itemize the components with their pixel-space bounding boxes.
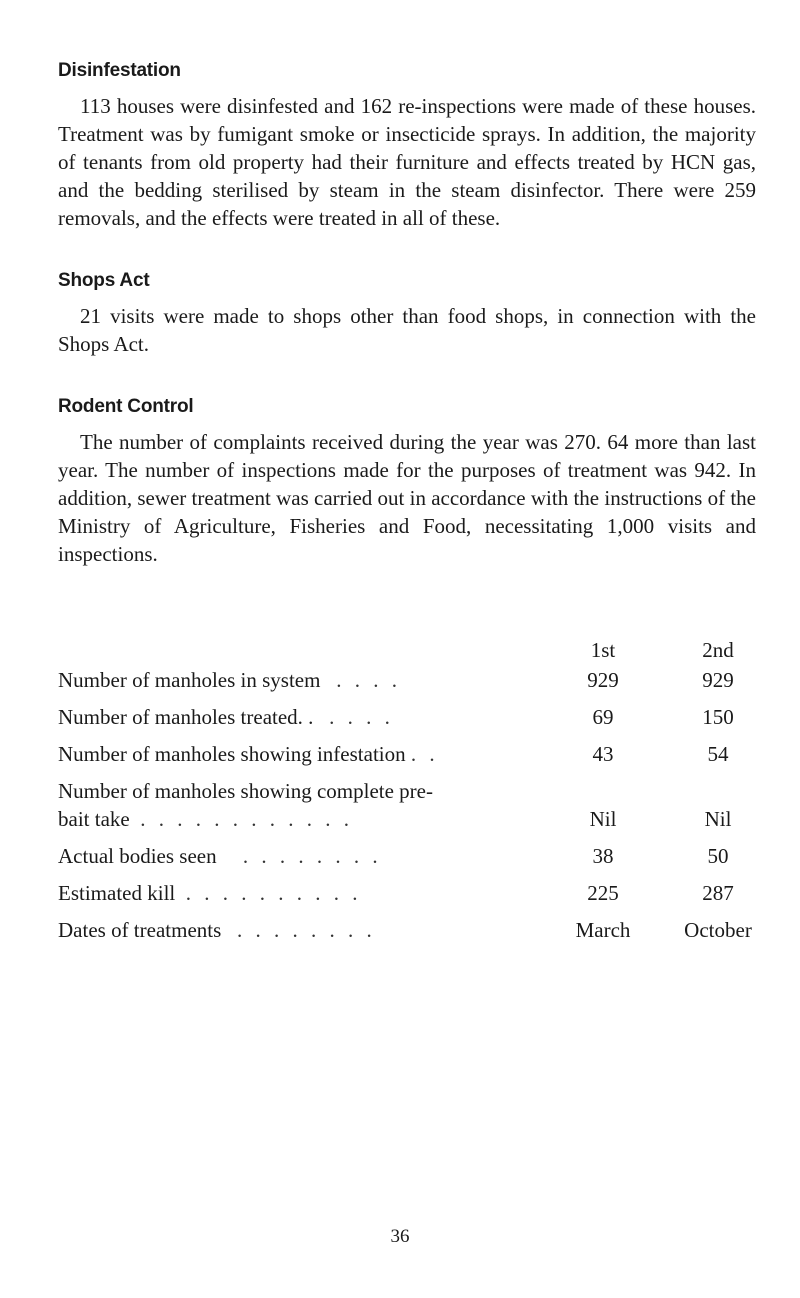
dot-leaders: . . . . [336,668,401,692]
second-value: 150 [702,705,734,729]
dot-leaders: . . . . . . . . [237,918,376,942]
header-second-label: 2nd [702,638,734,662]
dot-leaders: . . . . [329,705,394,729]
row-label: Number of manholes showing infestation [58,742,406,766]
rodent-control-table [58,638,758,955]
row-label: Number of manholes in system [58,668,321,692]
section-body: The number of complaints received during the year was 270. 64 more than last year. The number of inspections made for the purposes of treatment was 942. In addition, sewer treatment was carried out in accordance with the instructions of the Ministry of Agriculture, Fisheries and Food, necessitating 1,000 visits and inspections. [58,430,757,566]
page-number: 36 [390,1226,410,1247]
table-header-row [58,638,758,668]
table-row [58,705,758,742]
section-disinfestation [58,60,756,232]
section-heading: Shops Act [58,270,150,291]
dot-leaders: . . . . . . . . . . . . [140,807,353,831]
first-value: 225 [587,881,619,905]
row-label-continuation: bait take [58,807,130,831]
header-first-treatment: 1st [590,638,616,662]
row-label-cell [58,844,548,881]
section-shops-act [58,270,756,358]
row-label-cell [58,668,548,705]
dot-leaders: . . [410,742,439,766]
table-row [58,844,758,881]
second-value: 287 [702,881,734,905]
row-label-continuation-cell [58,807,548,844]
first-value: March [575,918,631,942]
row-label-cell [58,742,548,779]
first-value: 38 [592,844,614,868]
second-value: Nil [704,807,732,831]
row-label-cell [58,779,758,807]
second-value-cell [658,742,758,779]
section-rodent-control [58,396,756,568]
row-label-cell [58,881,548,918]
row-label: Estimated kill [58,881,176,905]
second-value-cell [658,807,758,844]
dot-leaders: . . . . . . . . . . [185,881,362,905]
second-value: 54 [707,742,729,766]
second-value: October [684,918,752,942]
table-row [58,918,758,955]
table-row [58,779,758,807]
first-value: Nil [589,807,617,831]
section-body: 113 houses were disinfested and 162 re-inspections were made of these houses. Treatment was by fumigant smoke or insecticide sprays. In addition, the majority of tenants from old property had their furniture and effects treated by HCN gas, and the bedding sterilised by steam in the steam disinfector. There were 259 removals, and the effects were treated in all of these. [58,94,756,230]
row-label-cell [58,705,548,742]
row-label-cell [58,918,548,955]
section-heading: Disinfestation [58,60,181,81]
table-row [58,881,758,918]
first-value: 43 [592,742,614,766]
dot-leaders: . . . . . . . . [242,844,382,868]
table-row [58,807,758,844]
second-value-cell [658,705,758,742]
first-value: 69 [592,705,614,729]
table-row [58,668,758,705]
second-value-cell [658,881,758,918]
section-body: 21 visits were made to shops other than food shops, in connection with the Shops Act. [58,304,756,356]
row-label: Number of manholes treated. . [58,705,314,729]
document-page [58,60,757,942]
first-value: 929 [587,668,619,692]
second-value-cell [658,668,758,705]
second-value-cell [658,844,758,881]
section-heading: Rodent Control [58,396,194,417]
row-label: Actual bodies seen [58,844,217,868]
second-value: 50 [707,844,729,868]
header-blank [58,638,548,668]
second-value-cell [658,918,758,955]
header-second-treatment [658,638,758,668]
row-label: Number of manholes showing complete pre- [58,779,433,803]
second-value: 929 [702,668,734,692]
row-label: Dates of treatments [58,918,222,942]
table-row [58,742,758,779]
